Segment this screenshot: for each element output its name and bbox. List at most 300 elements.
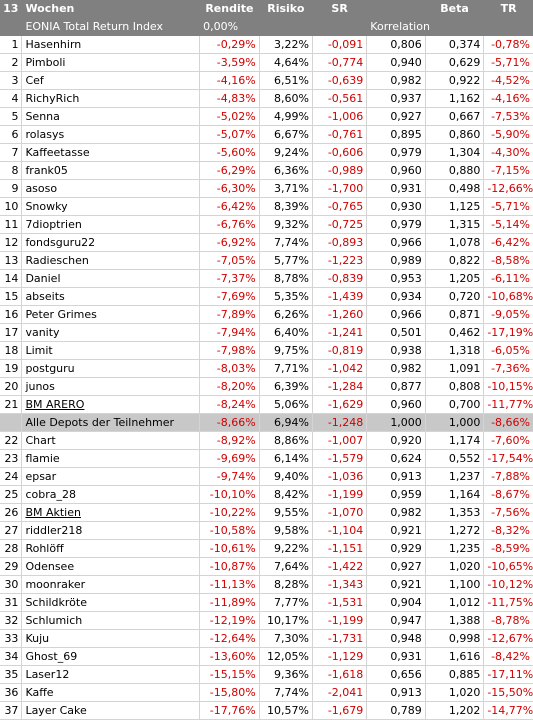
depot-link[interactable]: BM ARERO [22, 396, 200, 414]
table-row [0, 630, 533, 648]
cell-rank: 13 [0, 252, 22, 270]
cell-korrelation: 0,921 [367, 576, 426, 594]
cell-risiko: 9,75% [259, 342, 312, 360]
cell-beta: 0,462 [425, 324, 484, 342]
cell-name: Cef [22, 72, 200, 90]
header-sr: SR [312, 0, 366, 18]
cell-rank: 17 [0, 324, 22, 342]
cell-tr: -10,65% [484, 558, 533, 576]
cell-name: Laser12 [22, 666, 200, 684]
cell-rendite: -12,64% [200, 630, 260, 648]
cell-korrelation: 0,938 [367, 342, 426, 360]
cell-sr: -1,284 [312, 378, 366, 396]
cell-beta: 0,720 [425, 288, 484, 306]
table-row [0, 558, 533, 576]
cell-rank: 16 [0, 306, 22, 324]
cell-sr: -1,129 [312, 648, 366, 666]
cell-risiko: 7,74% [259, 234, 312, 252]
cell-rank: 32 [0, 612, 22, 630]
cell-tr: -10,15% [484, 378, 533, 396]
cell-risiko: 5,35% [259, 288, 312, 306]
table-row [0, 468, 533, 486]
cell-risiko: 9,22% [259, 540, 312, 558]
cell-tr: -10,68% [484, 288, 533, 306]
cell-name: cobra_28 [22, 486, 200, 504]
cell-name: Kuju [22, 630, 200, 648]
cell-tr: -11,77% [484, 396, 533, 414]
cell-name: Schlumich [22, 612, 200, 630]
cell-korrelation: 0,966 [367, 306, 426, 324]
cell-korrelation: 0,913 [367, 684, 426, 702]
cell-tr: -4,52% [484, 72, 533, 90]
cell-rank: 33 [0, 630, 22, 648]
cell-risiko: 4,64% [259, 54, 312, 72]
table-row [0, 486, 533, 504]
cell-sr: -1,618 [312, 666, 366, 684]
cell-risiko: 3,22% [259, 36, 312, 54]
cell-rank: 15 [0, 288, 22, 306]
cell-sr: -1,007 [312, 432, 366, 450]
cell-name: Chart [22, 432, 200, 450]
cell-name: 7dioptrien [22, 216, 200, 234]
cell-tr: -8,58% [484, 252, 533, 270]
table-row [0, 450, 533, 468]
cell-rank: 14 [0, 270, 22, 288]
average-row [0, 414, 533, 432]
cell-sr: -0,989 [312, 162, 366, 180]
cell-rendite: -9,69% [200, 450, 260, 468]
cell-risiko: 3,71% [259, 180, 312, 198]
cell-tr: -7,15% [484, 162, 533, 180]
table-row [0, 396, 533, 414]
cell-sr: -1,531 [312, 594, 366, 612]
cell-risiko: 9,58% [259, 522, 312, 540]
cell-name: asoso [22, 180, 200, 198]
cell-tr: -8,32% [484, 522, 533, 540]
cell-beta: 0,700 [425, 396, 484, 414]
table-row [0, 594, 533, 612]
cell-rank: 10 [0, 198, 22, 216]
table-row [0, 504, 533, 522]
cell-sr: -1,151 [312, 540, 366, 558]
cell-rendite: -5,07% [200, 126, 260, 144]
cell-rendite: -6,92% [200, 234, 260, 252]
cell-name: Limit [22, 342, 200, 360]
table-row [0, 324, 533, 342]
cell-name: moonraker [22, 576, 200, 594]
cell-name: Schildkröte [22, 594, 200, 612]
cell-risiko: 6,94% [259, 414, 312, 432]
cell-name: vanity [22, 324, 200, 342]
cell-rank: 27 [0, 522, 22, 540]
cell-rank: 22 [0, 432, 22, 450]
cell-tr: -8,42% [484, 648, 533, 666]
cell-rank: 12 [0, 234, 22, 252]
cell-name: Alle Depots der Teilnehmer [22, 414, 200, 432]
cell-rank: 35 [0, 666, 22, 684]
cell-risiko: 7,30% [259, 630, 312, 648]
cell-beta: 1,164 [425, 486, 484, 504]
header-risiko: Risiko [259, 0, 312, 18]
cell-rank: 6 [0, 126, 22, 144]
cell-sr: -0,839 [312, 270, 366, 288]
cell-tr: -8,59% [484, 540, 533, 558]
cell-beta: 1,304 [425, 144, 484, 162]
header-wochen: Wochen [22, 0, 200, 18]
cell-rank: 2 [0, 54, 22, 72]
cell-rendite: -11,13% [200, 576, 260, 594]
cell-korrelation: 0,947 [367, 612, 426, 630]
cell-beta: 1,012 [425, 594, 484, 612]
cell-risiko: 4,99% [259, 108, 312, 126]
cell-korrelation: 0,904 [367, 594, 426, 612]
cell-sr: -1,731 [312, 630, 366, 648]
cell-name: abseits [22, 288, 200, 306]
table-row [0, 198, 533, 216]
cell-rendite: -8,92% [200, 432, 260, 450]
cell-rendite: -6,76% [200, 216, 260, 234]
cell-name: Ghost_69 [22, 648, 200, 666]
table-row [0, 432, 533, 450]
cell-korrelation: 0,953 [367, 270, 426, 288]
cell-beta: 0,552 [425, 450, 484, 468]
cell-name: Radieschen [22, 252, 200, 270]
cell-tr: -5,71% [484, 54, 533, 72]
table-row [0, 702, 533, 720]
table-body [0, 36, 533, 720]
cell-sr: -0,561 [312, 90, 366, 108]
cell-risiko: 7,71% [259, 360, 312, 378]
table-row [0, 576, 533, 594]
table-row [0, 684, 533, 702]
subheader-blank [259, 18, 312, 36]
cell-rendite: -15,15% [200, 666, 260, 684]
cell-name: Snowky [22, 198, 200, 216]
cell-korrelation: 0,982 [367, 504, 426, 522]
table-row [0, 108, 533, 126]
cell-sr: -1,343 [312, 576, 366, 594]
cell-name: Pimboli [22, 54, 200, 72]
cell-korrelation: 0,960 [367, 396, 426, 414]
cell-tr: -0,78% [484, 36, 533, 54]
cell-rendite: -17,76% [200, 702, 260, 720]
cell-sr: -1,042 [312, 360, 366, 378]
cell-beta: 0,871 [425, 306, 484, 324]
cell-beta: 1,020 [425, 684, 484, 702]
cell-name: Rohlöff [22, 540, 200, 558]
cell-rendite: -15,80% [200, 684, 260, 702]
cell-risiko: 6,36% [259, 162, 312, 180]
cell-tr: -4,30% [484, 144, 533, 162]
subheader-korrelation: Korrelation [367, 18, 484, 36]
cell-tr: -8,66% [484, 414, 533, 432]
cell-sr: -0,091 [312, 36, 366, 54]
cell-sr: -0,774 [312, 54, 366, 72]
cell-rank: 20 [0, 378, 22, 396]
cell-korrelation: 1,000 [367, 414, 426, 432]
table-row [0, 126, 533, 144]
cell-korrelation: 0,789 [367, 702, 426, 720]
table-row [0, 252, 533, 270]
cell-risiko: 8,28% [259, 576, 312, 594]
cell-rendite: -3,59% [200, 54, 260, 72]
cell-beta: 1,318 [425, 342, 484, 360]
cell-korrelation: 0,920 [367, 432, 426, 450]
cell-rendite: -12,19% [200, 612, 260, 630]
cell-beta: 1,272 [425, 522, 484, 540]
cell-beta: 0,822 [425, 252, 484, 270]
cell-risiko: 9,40% [259, 468, 312, 486]
cell-rendite: -7,98% [200, 342, 260, 360]
cell-korrelation: 0,989 [367, 252, 426, 270]
cell-rank: 24 [0, 468, 22, 486]
cell-beta: 1,205 [425, 270, 484, 288]
cell-korrelation: 0,930 [367, 198, 426, 216]
cell-rank: 25 [0, 486, 22, 504]
table-row [0, 36, 533, 54]
table-row [0, 54, 533, 72]
cell-rendite: -7,94% [200, 324, 260, 342]
cell-name: frank05 [22, 162, 200, 180]
cell-tr: -7,88% [484, 468, 533, 486]
cell-beta: 1,202 [425, 702, 484, 720]
cell-beta: 1,235 [425, 540, 484, 558]
cell-rank: 3 [0, 72, 22, 90]
cell-korrelation: 0,940 [367, 54, 426, 72]
table-row [0, 234, 533, 252]
cell-beta: 1,388 [425, 612, 484, 630]
cell-rendite: -10,87% [200, 558, 260, 576]
cell-sr: -0,606 [312, 144, 366, 162]
cell-rendite: -10,58% [200, 522, 260, 540]
cell-korrelation: 0,979 [367, 216, 426, 234]
cell-rendite: -4,83% [200, 90, 260, 108]
cell-korrelation: 0,966 [367, 234, 426, 252]
cell-risiko: 9,36% [259, 666, 312, 684]
cell-tr: -6,42% [484, 234, 533, 252]
cell-risiko: 8,42% [259, 486, 312, 504]
cell-rank: 37 [0, 702, 22, 720]
cell-sr: -1,104 [312, 522, 366, 540]
cell-rendite: -0,29% [200, 36, 260, 54]
cell-sr: -1,260 [312, 306, 366, 324]
cell-risiko: 6,14% [259, 450, 312, 468]
cell-risiko: 6,39% [259, 378, 312, 396]
cell-risiko: 6,26% [259, 306, 312, 324]
cell-risiko: 8,60% [259, 90, 312, 108]
cell-rendite: -10,10% [200, 486, 260, 504]
cell-rendite: -4,16% [200, 72, 260, 90]
cell-korrelation: 0,921 [367, 522, 426, 540]
cell-name: RichyRich [22, 90, 200, 108]
cell-beta: 1,353 [425, 504, 484, 522]
cell-tr: -8,78% [484, 612, 533, 630]
cell-risiko: 6,40% [259, 324, 312, 342]
cell-beta: 1,125 [425, 198, 484, 216]
cell-name: Hasenhirn [22, 36, 200, 54]
cell-beta: 1,616 [425, 648, 484, 666]
cell-risiko: 10,57% [259, 702, 312, 720]
cell-korrelation: 0,806 [367, 36, 426, 54]
cell-name: Senna [22, 108, 200, 126]
cell-beta: 1,315 [425, 216, 484, 234]
table-row [0, 342, 533, 360]
cell-tr: -6,11% [484, 270, 533, 288]
cell-beta: 1,078 [425, 234, 484, 252]
cell-tr: -7,36% [484, 360, 533, 378]
cell-sr: -1,199 [312, 612, 366, 630]
cell-sr: -1,248 [312, 414, 366, 432]
cell-name: Kaffeetasse [22, 144, 200, 162]
cell-risiko: 9,55% [259, 504, 312, 522]
cell-korrelation: 0,877 [367, 378, 426, 396]
cell-tr: -9,05% [484, 306, 533, 324]
table-row [0, 288, 533, 306]
cell-name: Layer Cake [22, 702, 200, 720]
table-row [0, 216, 533, 234]
cell-tr: -4,16% [484, 90, 533, 108]
cell-risiko: 10,17% [259, 612, 312, 630]
cell-tr: -10,12% [484, 576, 533, 594]
cell-sr: -1,422 [312, 558, 366, 576]
cell-name: Odensee [22, 558, 200, 576]
cell-rendite: -5,60% [200, 144, 260, 162]
cell-rank: 8 [0, 162, 22, 180]
cell-sr: -1,679 [312, 702, 366, 720]
cell-korrelation: 0,934 [367, 288, 426, 306]
cell-sr: -0,765 [312, 198, 366, 216]
cell-korrelation: 0,931 [367, 180, 426, 198]
cell-beta: 0,808 [425, 378, 484, 396]
cell-rank: 18 [0, 342, 22, 360]
subheader-row [0, 18, 533, 36]
cell-rank: 4 [0, 90, 22, 108]
cell-korrelation: 0,913 [367, 468, 426, 486]
cell-rank: 23 [0, 450, 22, 468]
subheader-blank [0, 18, 22, 36]
cell-tr: -17,11% [484, 666, 533, 684]
header-week-count: 13 [0, 0, 22, 18]
cell-korrelation: 0,937 [367, 90, 426, 108]
cell-rendite: -10,61% [200, 540, 260, 558]
cell-beta: 1,174 [425, 432, 484, 450]
cell-korrelation: 0,959 [367, 486, 426, 504]
table-row [0, 306, 533, 324]
table-row [0, 522, 533, 540]
cell-rendite: -8,20% [200, 378, 260, 396]
cell-risiko: 7,64% [259, 558, 312, 576]
cell-sr: -1,579 [312, 450, 366, 468]
cell-sr: -0,893 [312, 234, 366, 252]
table-row [0, 180, 533, 198]
cell-rank: 36 [0, 684, 22, 702]
cell-sr: -2,041 [312, 684, 366, 702]
cell-rendite: -6,30% [200, 180, 260, 198]
cell-beta: 0,629 [425, 54, 484, 72]
cell-sr: -1,700 [312, 180, 366, 198]
cell-rendite: -5,02% [200, 108, 260, 126]
header-beta: Beta [425, 0, 484, 18]
cell-beta: 0,374 [425, 36, 484, 54]
cell-tr: -5,14% [484, 216, 533, 234]
cell-sr: -1,036 [312, 468, 366, 486]
cell-beta: 0,998 [425, 630, 484, 648]
cell-tr: -12,67% [484, 630, 533, 648]
table-row [0, 540, 533, 558]
cell-korrelation: 0,929 [367, 540, 426, 558]
table-row [0, 72, 533, 90]
cell-beta: 0,498 [425, 180, 484, 198]
cell-rank: 30 [0, 576, 22, 594]
cell-beta: 0,860 [425, 126, 484, 144]
cell-rendite: -8,66% [200, 414, 260, 432]
cell-sr: -1,629 [312, 396, 366, 414]
cell-tr: -11,75% [484, 594, 533, 612]
cell-rendite: -7,69% [200, 288, 260, 306]
cell-tr: -6,05% [484, 342, 533, 360]
cell-beta: 1,237 [425, 468, 484, 486]
cell-rank: 28 [0, 540, 22, 558]
cell-name: fondsguru22 [22, 234, 200, 252]
table-row [0, 144, 533, 162]
table-row [0, 90, 533, 108]
cell-sr: -0,819 [312, 342, 366, 360]
cell-rank: 5 [0, 108, 22, 126]
cell-rank [0, 414, 22, 432]
cell-risiko: 8,39% [259, 198, 312, 216]
cell-tr: -5,71% [484, 198, 533, 216]
cell-korrelation: 0,624 [367, 450, 426, 468]
cell-beta: 0,922 [425, 72, 484, 90]
cell-rank: 11 [0, 216, 22, 234]
cell-beta: 1,000 [425, 414, 484, 432]
cell-beta: 1,020 [425, 558, 484, 576]
table-row [0, 360, 533, 378]
cell-sr: -0,761 [312, 126, 366, 144]
cell-rendite: -6,42% [200, 198, 260, 216]
cell-korrelation: 0,960 [367, 162, 426, 180]
cell-name: epsar [22, 468, 200, 486]
depot-link[interactable]: BM Aktien [22, 504, 200, 522]
cell-name: flamie [22, 450, 200, 468]
cell-name: Daniel [22, 270, 200, 288]
cell-sr: -1,223 [312, 252, 366, 270]
table-row [0, 270, 533, 288]
cell-tr: -15,50% [484, 684, 533, 702]
cell-beta: 0,880 [425, 162, 484, 180]
cell-tr: -17,54% [484, 450, 533, 468]
cell-sr: -0,639 [312, 72, 366, 90]
cell-korrelation: 0,927 [367, 558, 426, 576]
cell-rank: 31 [0, 594, 22, 612]
cell-risiko: 8,86% [259, 432, 312, 450]
cell-sr: -0,725 [312, 216, 366, 234]
cell-tr: -17,19% [484, 324, 533, 342]
cell-korrelation: 0,982 [367, 360, 426, 378]
cell-rendite: -8,24% [200, 396, 260, 414]
cell-sr: -1,006 [312, 108, 366, 126]
cell-tr: -7,56% [484, 504, 533, 522]
cell-rank: 9 [0, 180, 22, 198]
cell-risiko: 5,77% [259, 252, 312, 270]
cell-name: postguru [22, 360, 200, 378]
cell-risiko: 6,51% [259, 72, 312, 90]
cell-risiko: 7,77% [259, 594, 312, 612]
cell-korrelation: 0,948 [367, 630, 426, 648]
cell-rendite: -7,37% [200, 270, 260, 288]
header-korrelation-blank [367, 0, 426, 18]
cell-rendite: -7,05% [200, 252, 260, 270]
